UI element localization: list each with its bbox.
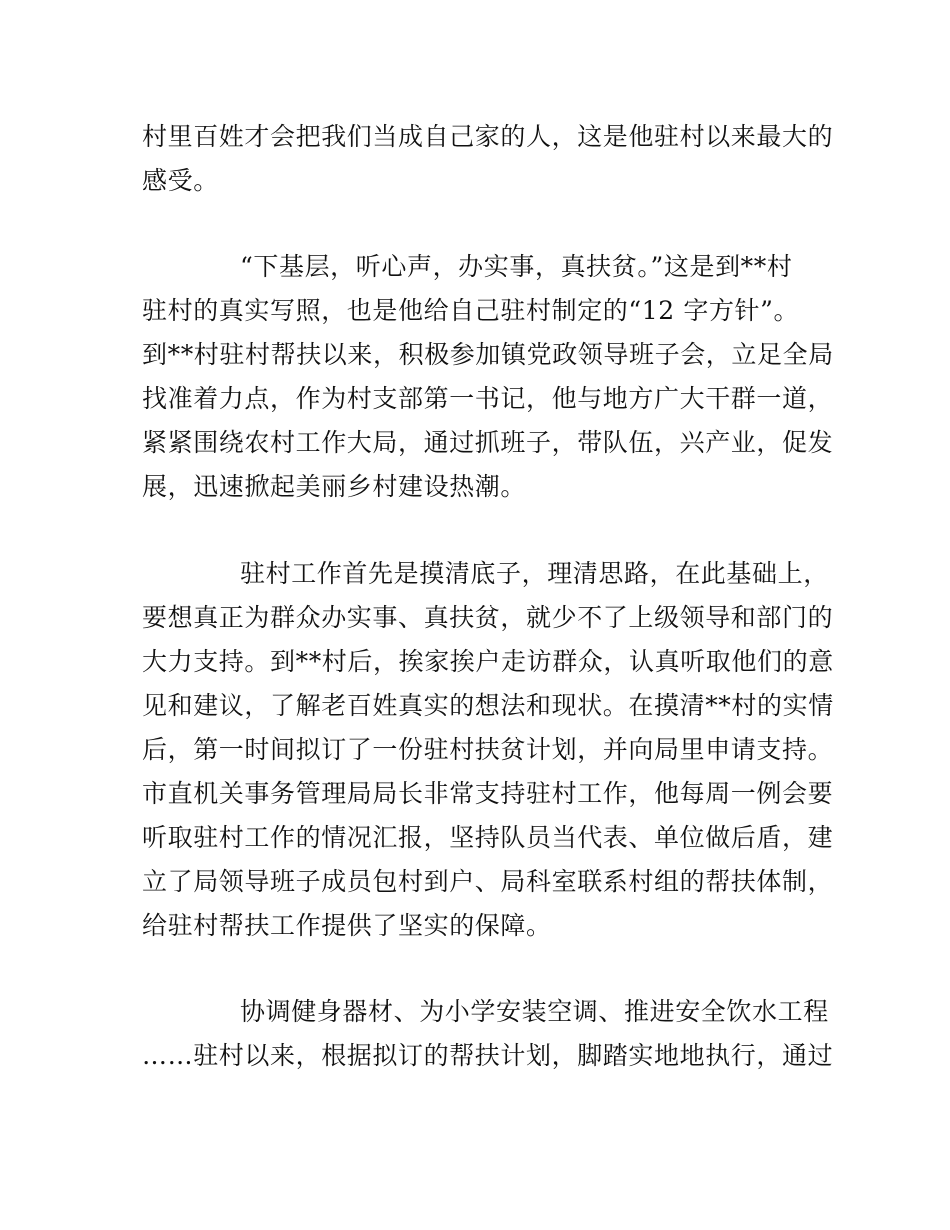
paragraph-4-line-2: ……驻村以来，根据拟订的帮扶计划，脚踏实地地执行，通过 — [142, 1041, 834, 1070]
paragraph-2-line-3: 到**村驻村帮扶以来，积极参加镇党政领导班子会，立足全局 — [142, 340, 834, 369]
paragraph-4-line-1: 协调健身器材、为小学安装空调、推进安全饮水工程 — [240, 997, 829, 1026]
paragraph-3-line-6: 市直机关事务管理局局长非常支持驻村工作，他每周一例会要 — [142, 779, 834, 808]
paragraph-2-line-5: 紧紧围绕农村工作大局，通过抓班子，带队伍，兴产业，促发 — [142, 428, 834, 457]
paragraph-2-line-1: “下基层，听心声，办实事，真扶贫。”这是到**村 — [240, 252, 793, 281]
paragraph-3-line-2: 要想真正为群众办实事、真扶贫，就少不了上级领导和部门的 — [142, 603, 834, 632]
paragraph-2-line-4: 找准着力点，作为村支部第一书记，他与地方广大干群一道， — [142, 384, 834, 413]
paragraph-2-line-2: 驻村的真实写照，也是他给自己驻村制定的“12 字方针”。 — [142, 296, 800, 325]
paragraph-1-line-1: 村里百姓才会把我们当成自己家的人，这是他驻村以来最大的 — [142, 122, 834, 151]
paragraph-3-line-3: 大力支持。到**村后，挨家挨户走访群众，认真听取他们的意 — [142, 647, 834, 676]
paragraph-3-line-9: 给驻村帮扶工作提供了坚实的保障。 — [142, 911, 552, 940]
paragraph-3-line-1: 驻村工作首先是摸清底子，理清思路，在此基础上， — [240, 559, 829, 588]
paragraph-3-line-4: 见和建议，了解老百姓真实的想法和现状。在摸清**村的实情 — [142, 691, 834, 720]
paragraph-3-line-5: 后，第一时间拟订了一份驻村扶贫计划，并向局里申请支持。 — [142, 735, 834, 764]
paragraph-3-line-7: 听取驻村工作的情况汇报，坚持队员当代表、单位做后盾，建 — [142, 823, 834, 852]
paragraph-2-line-6: 展，迅速掀起美丽乡村建设热潮。 — [142, 472, 527, 501]
paragraph-1-line-2: 感受。 — [142, 166, 219, 195]
paragraph-3-line-8: 立了局领导班子成员包村到户、局科室联系村组的帮扶体制， — [142, 867, 834, 896]
